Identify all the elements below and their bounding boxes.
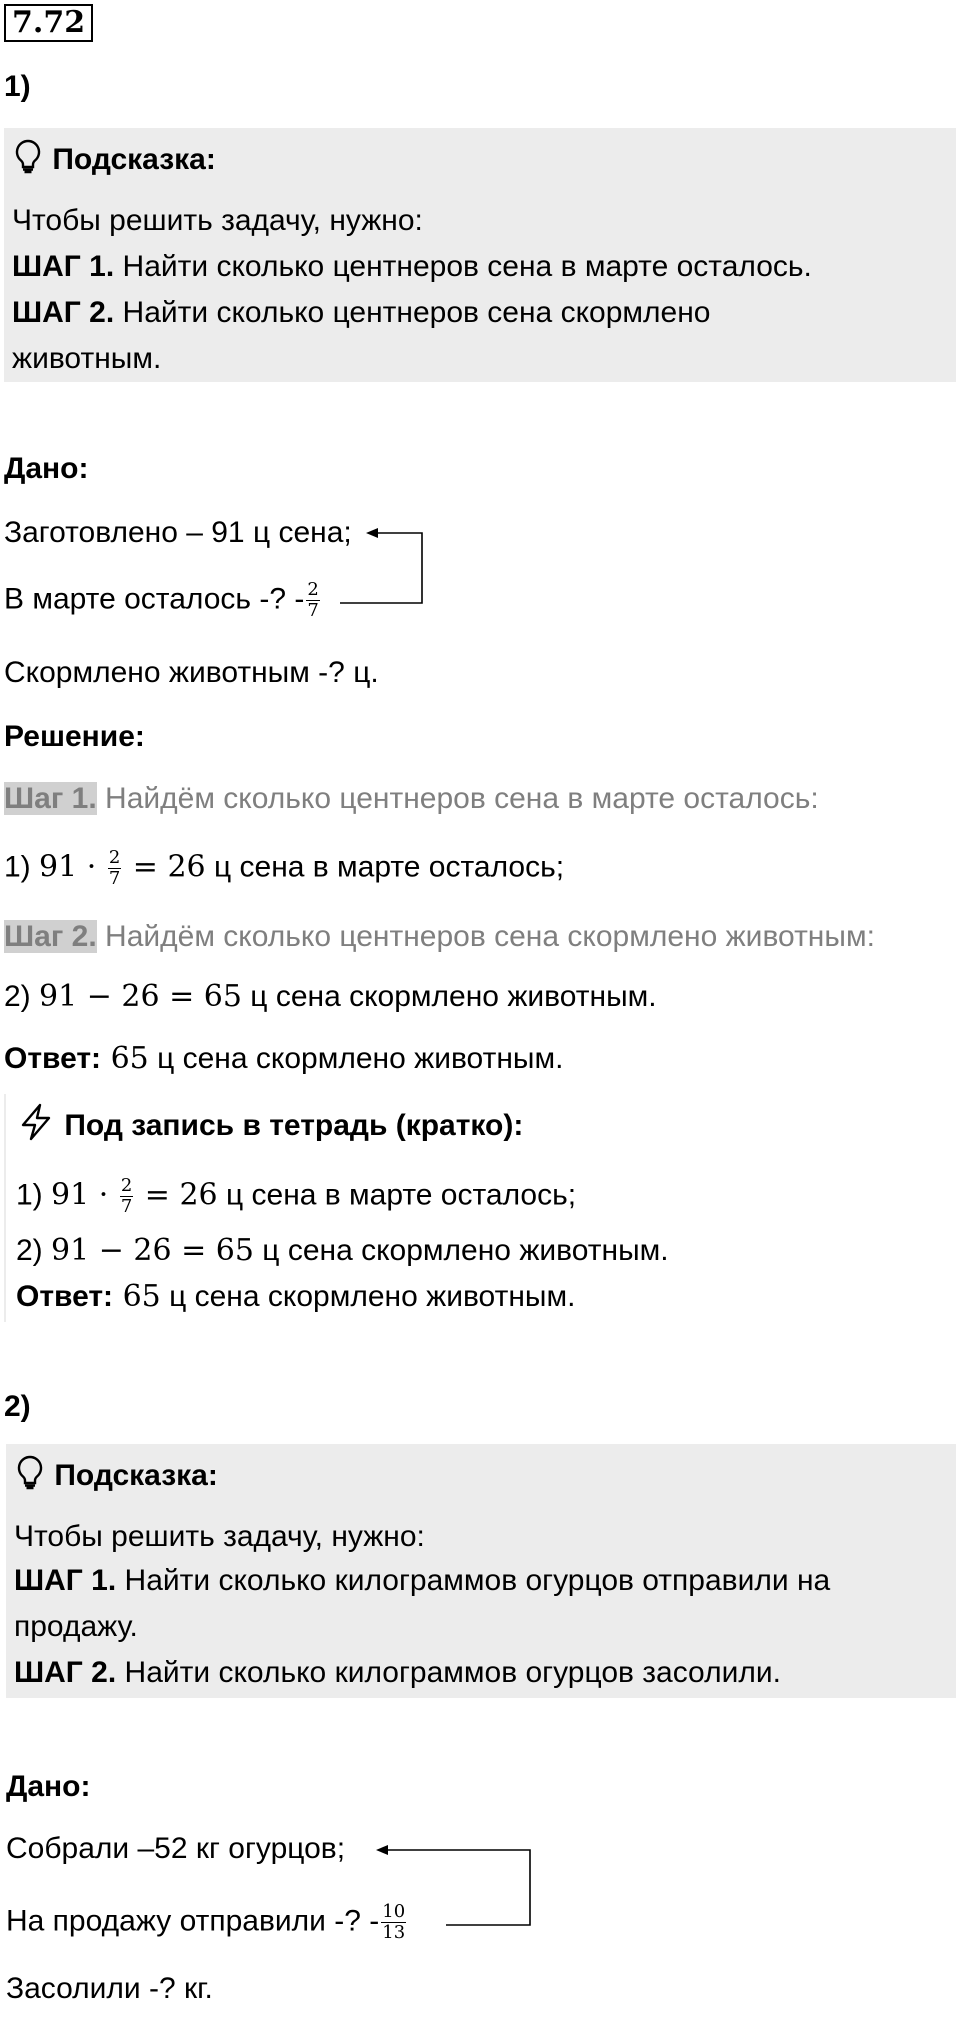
fraction: $\frac{2}{7}$ (120, 1175, 133, 1217)
solution-eq2-1: 2) 91 − 26 = 65 ц сена скормлено животным. (4, 979, 657, 1014)
answer-1: Ответ: 65 ц сена скормлено животным. (4, 1041, 564, 1076)
fraction: $\frac{10}{13}$ (382, 1901, 406, 1943)
fraction: $\frac{2}{7}$ (108, 847, 121, 889)
part2-label: 2) (4, 1390, 31, 1423)
hint-step1-2: ШАГ 1. Найти сколько килограммов огурцов отправили на (14, 1564, 831, 1597)
hint-step2-1-cont: животным. (12, 342, 162, 375)
hint-title-1: Подсказка: (12, 138, 216, 184)
given-line3-1: Скормлено животным -? ц. (4, 656, 379, 689)
solution-eq1-1: 1) 91 · $\frac{2}{7}$ = 26 ц сена в марте осталось; (4, 847, 565, 889)
given-line1-2: Собрали –52 кг огурцов; (6, 1832, 346, 1865)
problem-number: 7.72 (4, 4, 93, 42)
given-title-1: Дано: (4, 452, 89, 485)
given-line3-2: Засолили -? кг. (6, 1972, 213, 2005)
given-line2-2: На продажу отправили -? - $\frac{10}{13}$ (6, 1901, 406, 1943)
hint-intro-2: Чтобы решить задачу, нужно: (14, 1520, 425, 1553)
given-line1-1: Заготовлено – 91 ц сена; (4, 516, 352, 549)
hint-intro-1: Чтобы решить задачу, нужно: (12, 204, 423, 237)
solution-step2-1: Шаг 2. Найдём сколько центнеров сена скормлено животным: (4, 920, 875, 953)
hint-step2-1: ШАГ 2. Найти сколько центнеров сена скормлено (12, 296, 711, 329)
hint-step1-2-cont: продажу. (14, 1610, 138, 1643)
notes-eq2: 2) 91 − 26 = 65 ц сена скормлено животным. (16, 1233, 669, 1268)
fraction: $\frac{2}{7}$ (307, 579, 319, 621)
given-title-2: Дано: (6, 1770, 91, 1803)
hint-title-2: Подсказка: (14, 1454, 218, 1500)
solution-title-1: Решение: (4, 720, 145, 753)
hint-step1-1: ШАГ 1. Найти сколько центнеров сена в марте осталось. (12, 250, 812, 283)
part1-label: 1) (4, 70, 31, 103)
hint-step2-2: ШАГ 2. Найти сколько килограммов огурцов засолили. (14, 1656, 781, 1689)
notes-answer: Ответ: 65 ц сена скормлено животным. (16, 1279, 576, 1314)
solution-step1-1: Шаг 1. Найдём сколько центнеров сена в марте осталось: (4, 782, 819, 815)
notes-title: Под запись в тетрадь (кратко): (16, 1102, 523, 1152)
given-line2-1: В марте осталось -? - $\frac{2}{7}$ (4, 579, 319, 621)
notes-eq1: 1) 91 · $\frac{2}{7}$ = 26 ц сена в марте осталось; (16, 1175, 577, 1217)
